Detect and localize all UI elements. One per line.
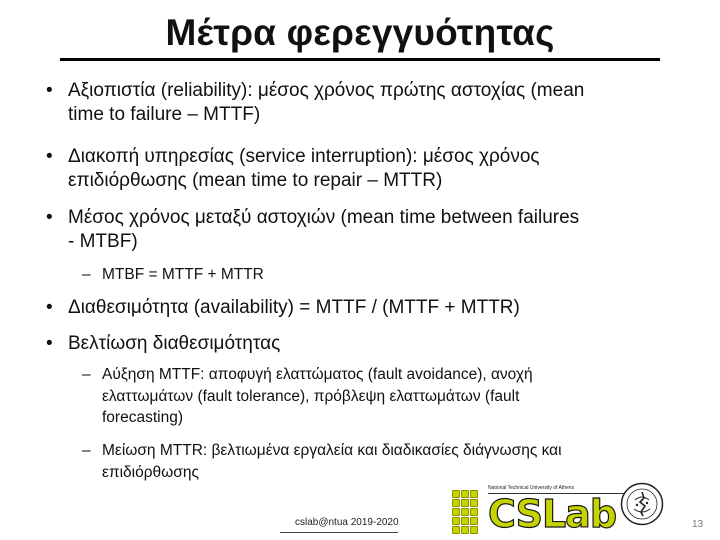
bullet-line: επιδιόρθωσης (mean time to repair – MTTR)	[68, 169, 443, 191]
sub-bullet-line: επιδιόρθωσης	[102, 463, 199, 481]
bullet-glyph: •	[46, 207, 53, 228]
bullet-reliability	[46, 79, 686, 126]
bullet-line: time to failure – MTTF)	[68, 103, 261, 125]
university-seal-icon	[620, 482, 664, 526]
sub-bullet-line: MTBF = MTTF + MTTR	[102, 266, 264, 283]
sub-bullet-increase-mttf	[82, 364, 682, 429]
chip-grid-icon	[452, 490, 484, 534]
bullet-mtbf	[46, 206, 686, 253]
bullet-line: Μέσος χρόνος μεταξύ αστοχιών (mean time between failures	[68, 207, 580, 228]
cslab-logo	[452, 482, 662, 538]
bullet-service-interruption	[46, 145, 686, 192]
bullet-line: Βελτίωση διαθεσιμότητας	[68, 333, 281, 354]
sub-bullet-line: Αύξηση MTTF: αποφυγή ελαττώματος (fault avoidance), ανοχή	[102, 366, 533, 383]
bullet-glyph: •	[46, 146, 53, 167]
footer-underline	[280, 532, 398, 533]
footer-text: cslab@ntua 2019-2020	[295, 517, 399, 528]
sub-bullet-line: forecasting)	[102, 409, 183, 426]
title-underline	[60, 58, 660, 61]
logo-caption: National Technical University of Athens	[488, 485, 575, 491]
dash-glyph: –	[82, 266, 91, 283]
bullet-glyph: •	[46, 80, 53, 101]
bullet-improve-availability	[46, 332, 686, 356]
logo-wordmark: CSLab	[488, 492, 617, 536]
bullet-glyph: •	[46, 297, 53, 318]
sub-bullet-line: ελαττωμάτων (fault tolerance), πρόβλεψη ελαττωμάτων (fault	[102, 387, 520, 405]
slide-title: Μέτρα φερεγγυότητας	[165, 12, 555, 53]
page-number: 13	[692, 519, 704, 530]
dash-glyph: –	[82, 442, 91, 459]
bullet-line: Αξιοπιστία (reliability): μέσος χρόνος πρώτης αστοχίας (mean	[68, 80, 585, 101]
sub-bullet-line: Μείωση MTTR: βελτιωμένα εργαλεία και διαδικασίες διάγνωσης και	[102, 442, 562, 459]
bullet-availability	[46, 296, 686, 320]
bullet-glyph: •	[46, 333, 53, 354]
sub-bullet-reduce-mttr	[82, 440, 682, 483]
dash-glyph: –	[82, 366, 91, 383]
bullet-line: - MTBF)	[68, 230, 138, 252]
bullet-line: Διακοπή υπηρεσίας (service interruption): μέσος χρόνος	[68, 146, 540, 167]
sub-bullet-mtbf-formula	[82, 264, 682, 286]
bullet-line: Διαθεσιμότητα (availability) = MTTF / (MTTF + MTTR)	[68, 297, 520, 318]
